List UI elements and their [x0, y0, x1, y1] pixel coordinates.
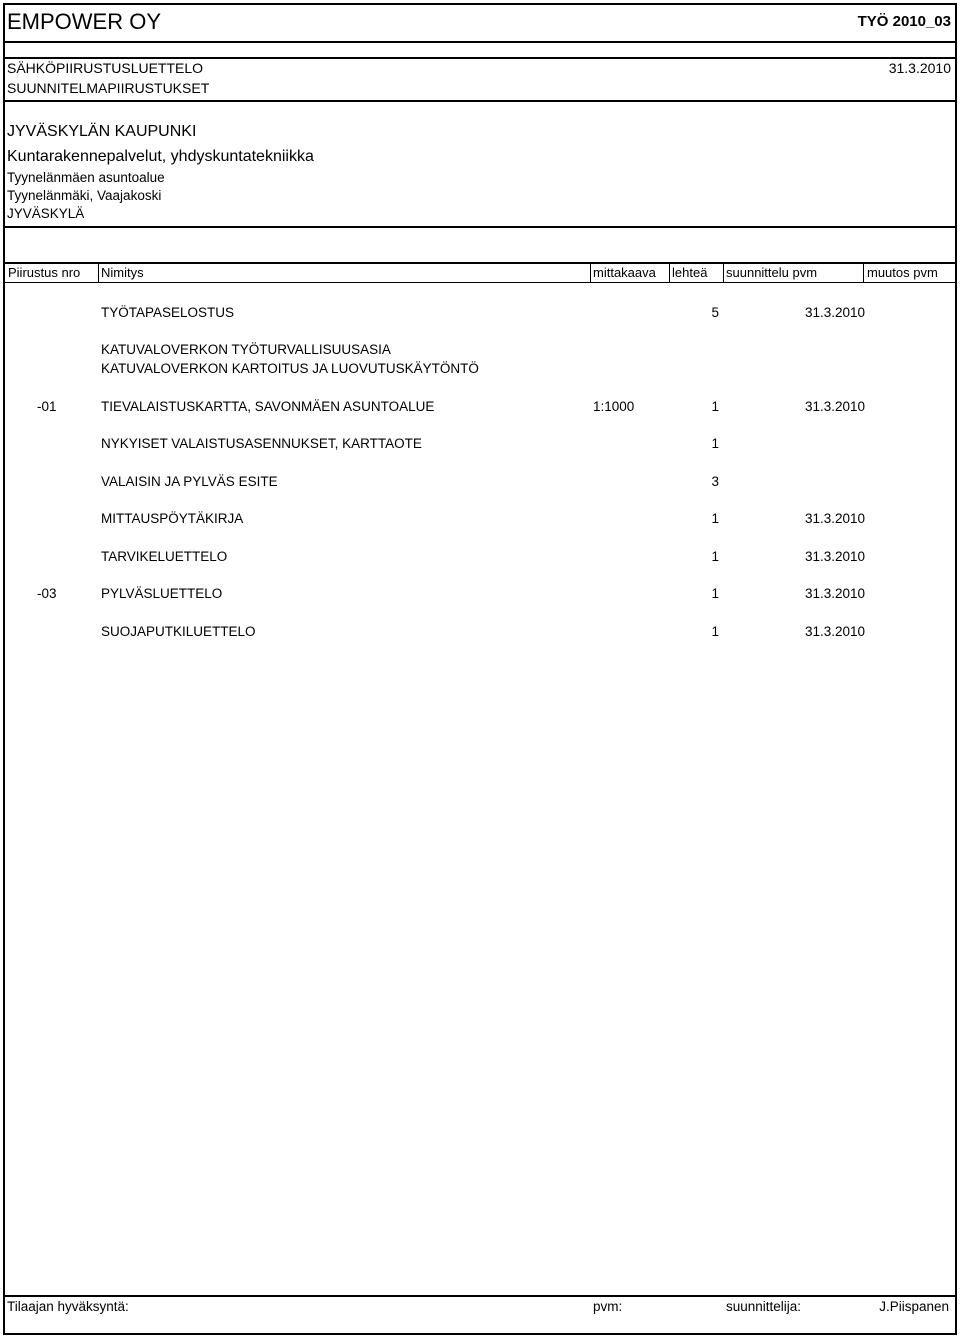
approval-label: Tilaajan hyväksyntä: — [7, 1299, 129, 1314]
row-sheets: 1 — [711, 399, 719, 414]
column-header-design-date: suunnittelu pvm — [726, 265, 818, 280]
row-name: KATUVALOVERKON KARTOITUS JA LUOVUTUSKÄYTÖNTÖ — [101, 361, 479, 376]
row-date: 31.3.2010 — [804, 549, 865, 564]
rule-under-list-subtitle — [5, 100, 955, 102]
col-sep-4 — [723, 262, 724, 283]
column-header-scale: mittakaava — [593, 265, 656, 280]
row-name: NYKYISET VALAISTUSASENNUKSET, KARTTAOTE — [101, 436, 422, 451]
list-subtitle: SUUNNITELMAPIIRUSTUKSET — [7, 80, 210, 96]
col-sep-5 — [863, 262, 864, 283]
client-area: Tyynelänmäen asuntoalue — [7, 170, 165, 185]
row-name: TYÖTAPASELOSTUS — [101, 305, 235, 320]
date-label: pvm: — [593, 1299, 623, 1314]
row-name: KATUVALOVERKON TYÖTURVALLISUUSASIA — [101, 342, 391, 357]
rule-under-client — [5, 226, 955, 228]
rule-above-columns — [5, 262, 955, 264]
column-header-sheets: lehteä — [672, 265, 708, 280]
row-scale: 1:1000 — [593, 399, 635, 414]
row-sheets: 1 — [711, 436, 719, 451]
rule-under-list-title — [5, 57, 955, 59]
col-sep-2 — [590, 262, 591, 283]
designer-label: suunnittelija: — [726, 1299, 802, 1314]
designer-name: J.Piispanen — [879, 1299, 949, 1314]
col-sep-1 — [98, 262, 99, 283]
row-date: 31.3.2010 — [804, 305, 865, 320]
job-number: TYÖ 2010_03 — [857, 13, 951, 30]
row-nro: -01 — [37, 399, 57, 414]
row-name: TIEVALAISTUSKARTTA, SAVONMÄEN ASUNTOALUE — [101, 399, 435, 414]
client-name: JYVÄSKYLÄN KAUPUNKI — [7, 123, 197, 140]
row-date: 31.3.2010 — [804, 511, 865, 526]
row-date: 31.3.2010 — [804, 624, 865, 639]
column-header-change-date: muutos pvm — [867, 265, 938, 280]
column-header-nro: Piirustus nro — [8, 265, 81, 280]
row-sheets: 1 — [711, 549, 719, 564]
row-name: MITTAUSPÖYTÄKIRJA — [101, 511, 244, 526]
rule-under-columns — [5, 282, 955, 283]
row-name: PYLVÄSLUETTELO — [101, 586, 223, 601]
list-title: SÄHKÖPIIRUSTUSLUETTELO — [7, 60, 204, 76]
row-name: TARVIKELUETTELO — [101, 549, 228, 564]
company-name: EMPOWER OY — [7, 9, 162, 34]
row-sheets: 1 — [711, 511, 719, 526]
row-date: 31.3.2010 — [804, 399, 865, 414]
row-date: 31.3.2010 — [804, 586, 865, 601]
document-frame — [3, 3, 957, 1335]
col-sep-3 — [669, 262, 670, 283]
rule-above-footer — [5, 1295, 955, 1297]
client-location: Tyynelänmäki, Vaajakoski — [7, 188, 162, 203]
row-name: SUOJAPUTKILUETTELO — [101, 624, 256, 639]
column-header-name: Nimitys — [101, 265, 144, 280]
row-sheets: 1 — [711, 586, 719, 601]
row-sheets: 5 — [711, 305, 719, 320]
row-sheets: 1 — [711, 624, 719, 639]
client-city: JYVÄSKYLÄ — [7, 206, 85, 221]
rule-under-company — [5, 41, 955, 43]
row-nro: -03 — [37, 586, 57, 601]
client-department: Kuntarakennepalvelut, yhdyskuntatekniikka — [7, 148, 314, 165]
list-date: 31.3.2010 — [888, 60, 951, 76]
row-sheets: 3 — [711, 474, 719, 489]
row-name: VALAISIN JA PYLVÄS ESITE — [101, 474, 278, 489]
